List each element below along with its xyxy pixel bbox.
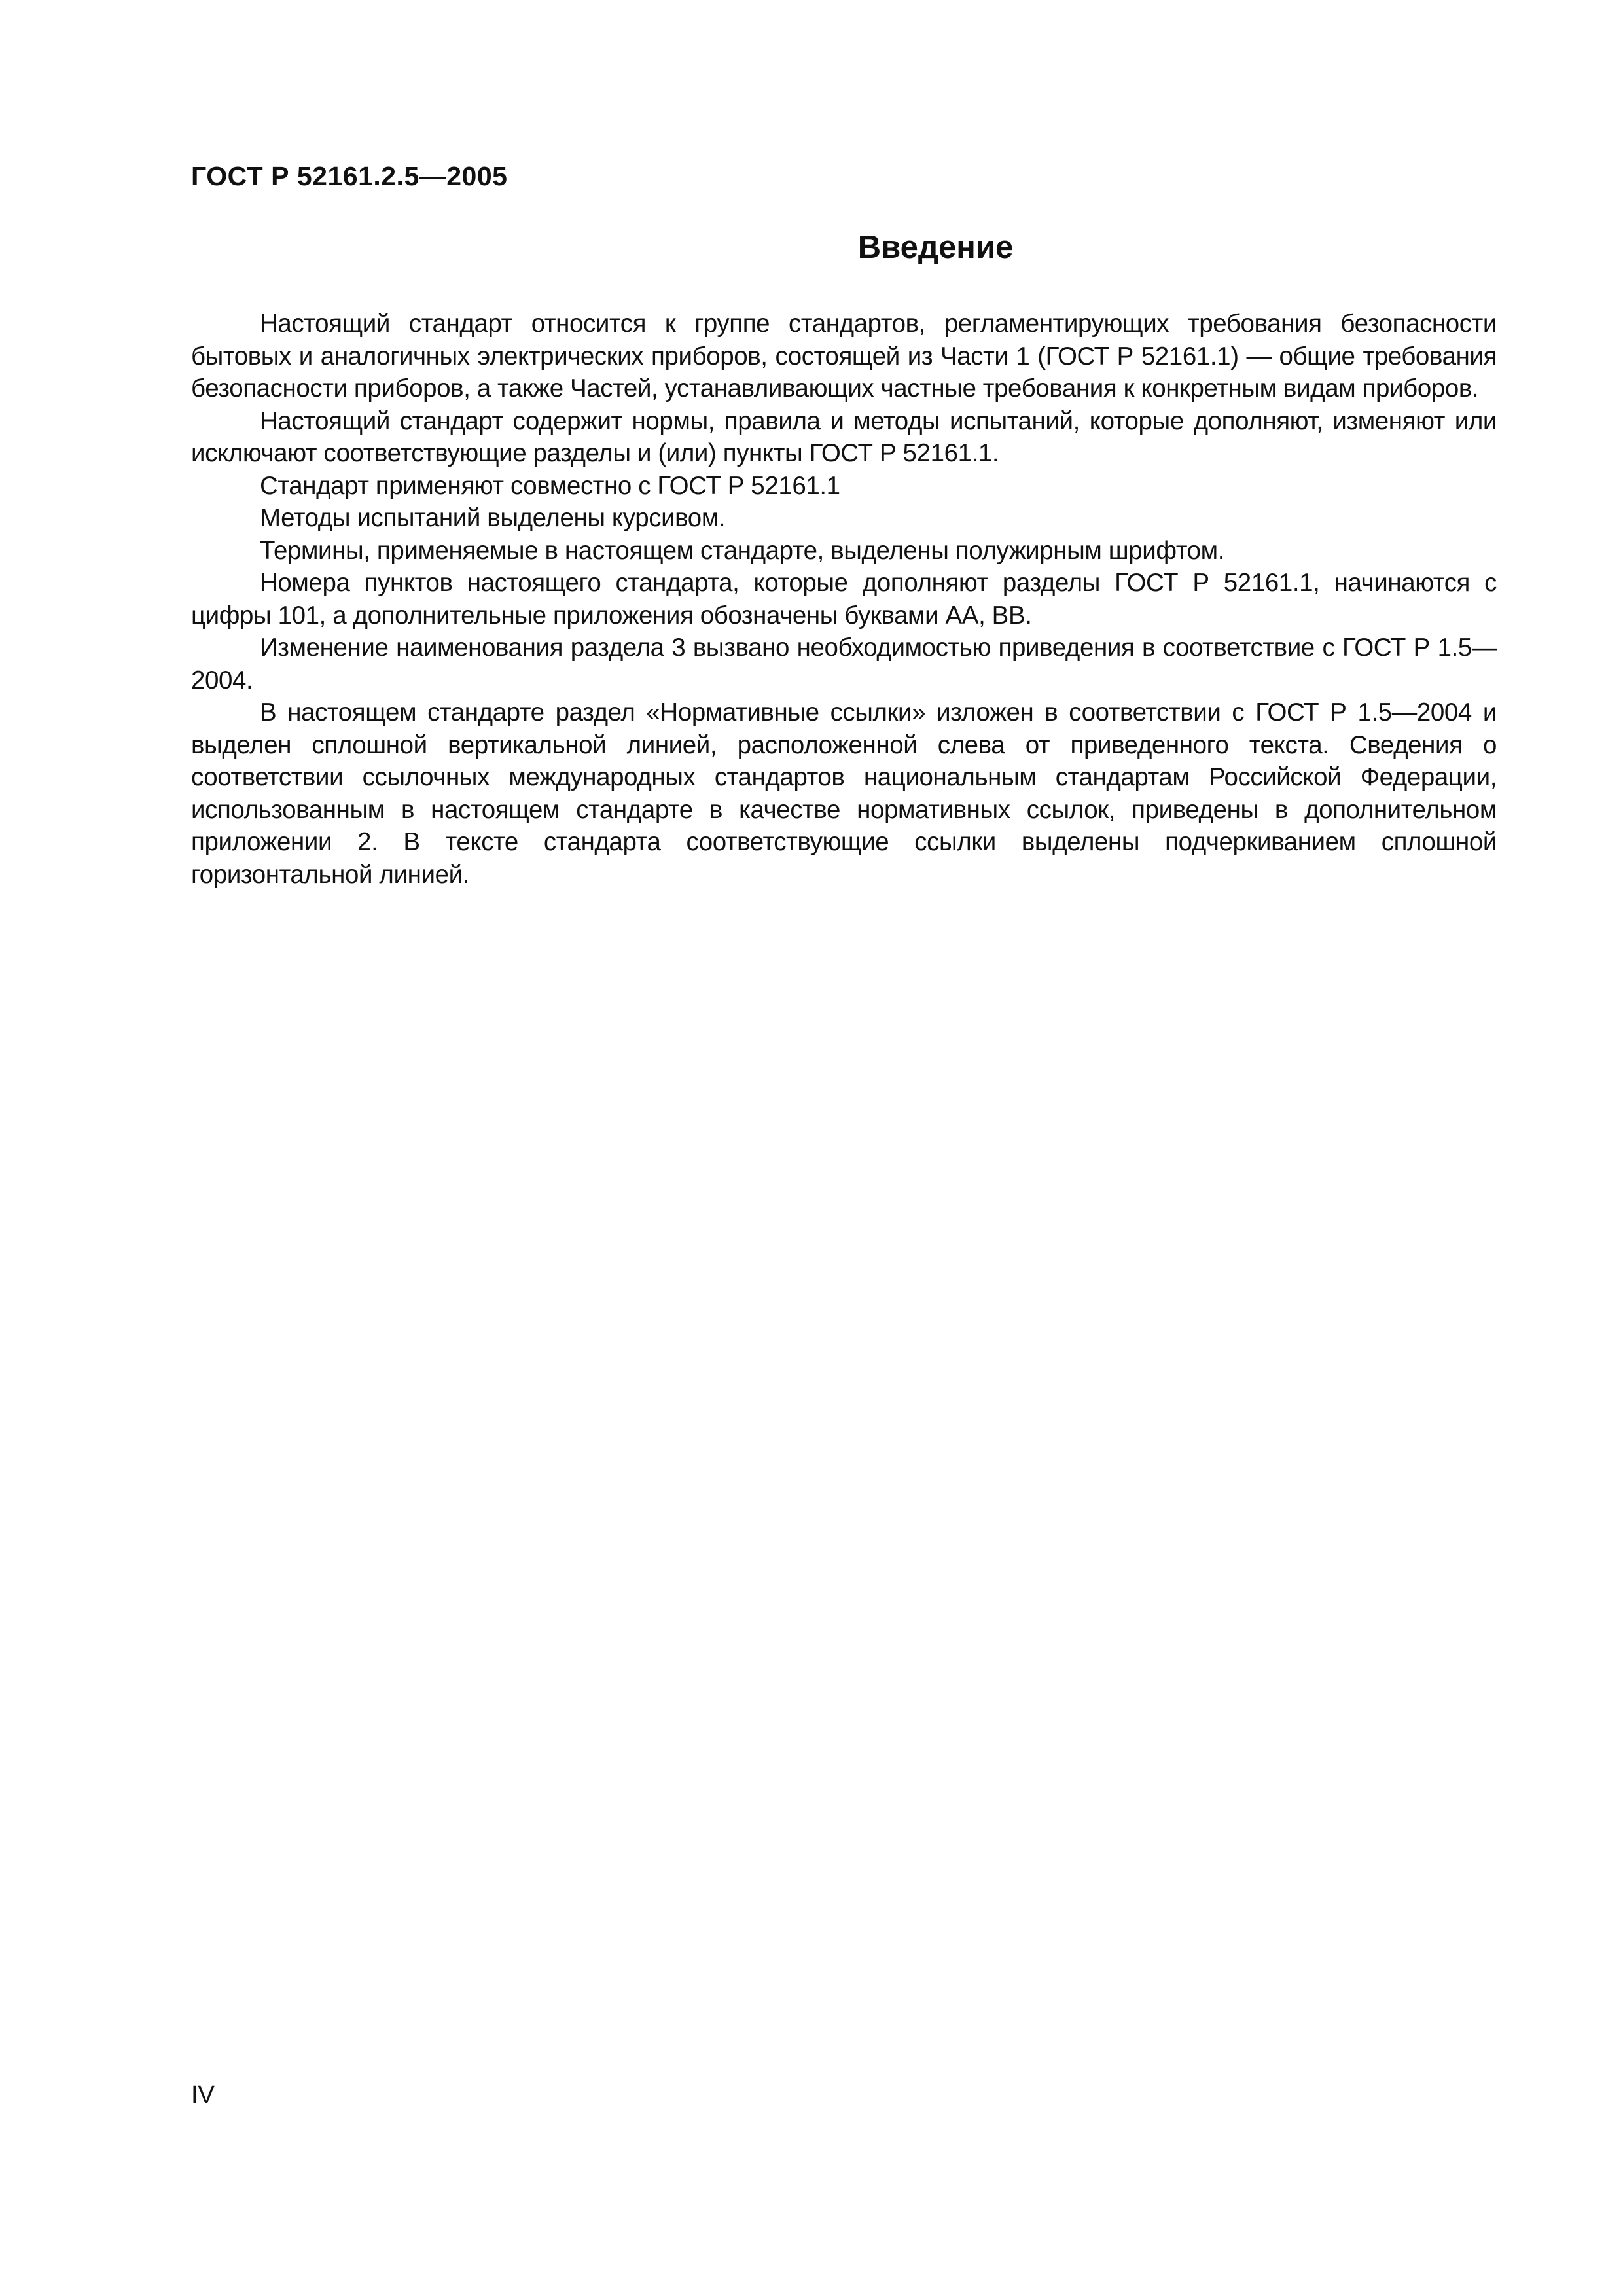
paragraph: Изменение наименования раздела 3 вызвано необходимостью приведения в соответствие с ГОСТ Р 1.5—2004. [191,634,1497,694]
standard-code-header: ГОСТ Р 52161.2.5—2005 [191,161,508,191]
paragraph: В настоящем стандарте раздел «Нормативные ссылки» изложен в соответствии с ГОСТ Р 1.5—2004 и выделен сплошной вертикальной линией, расположенной слева от приведенного текста. Сведения о соответствии ссылочных международных стандартов национальным стандартам Российской Федерации, использованным в настоящем стандарте в качестве нормативных ссылок, приведены в дополнительном приложении 2. В тексте стандарта соответствующие ссылки выделены подчеркиванием сплошной горизонтальной линией. [191,698,1497,889]
paragraph: Методы испытаний выделены курсивом. [260,504,726,532]
paragraph: Номера пунктов настоящего стандарта, которые дополняют разделы ГОСТ Р 52161.1, начинаются с цифры 101, а дополнительные приложения обозначены буквами АА, ВВ. [191,569,1497,630]
paragraph: Настоящий стандарт содержит нормы, правила и методы испытаний, которые дополняют, изменяют или исключают соответствующие разделы и (или) пункты ГОСТ Р 52161.1. [191,406,1497,467]
paragraph: Стандарт применяют совместно с ГОСТ Р 52161.1 [260,471,840,500]
page-number: IV [191,2081,215,2109]
paragraph: Настоящий стандарт относится к группе стандартов, регламентирующих требования безопасности бытовых и аналогичных электрических приборов, состоящей из Части 1 (ГОСТ Р 52161.1) — общие требования безопасности приборов, а также Частей, устанавливающих частные требования к конкретным видам приборов. [191,310,1497,403]
section-title: Введение [857,230,1014,265]
body-text [191,308,1497,891]
paragraph: Термины, применяемые в настоящем стандарте, выделены полужирным шрифтом. [260,536,1224,565]
